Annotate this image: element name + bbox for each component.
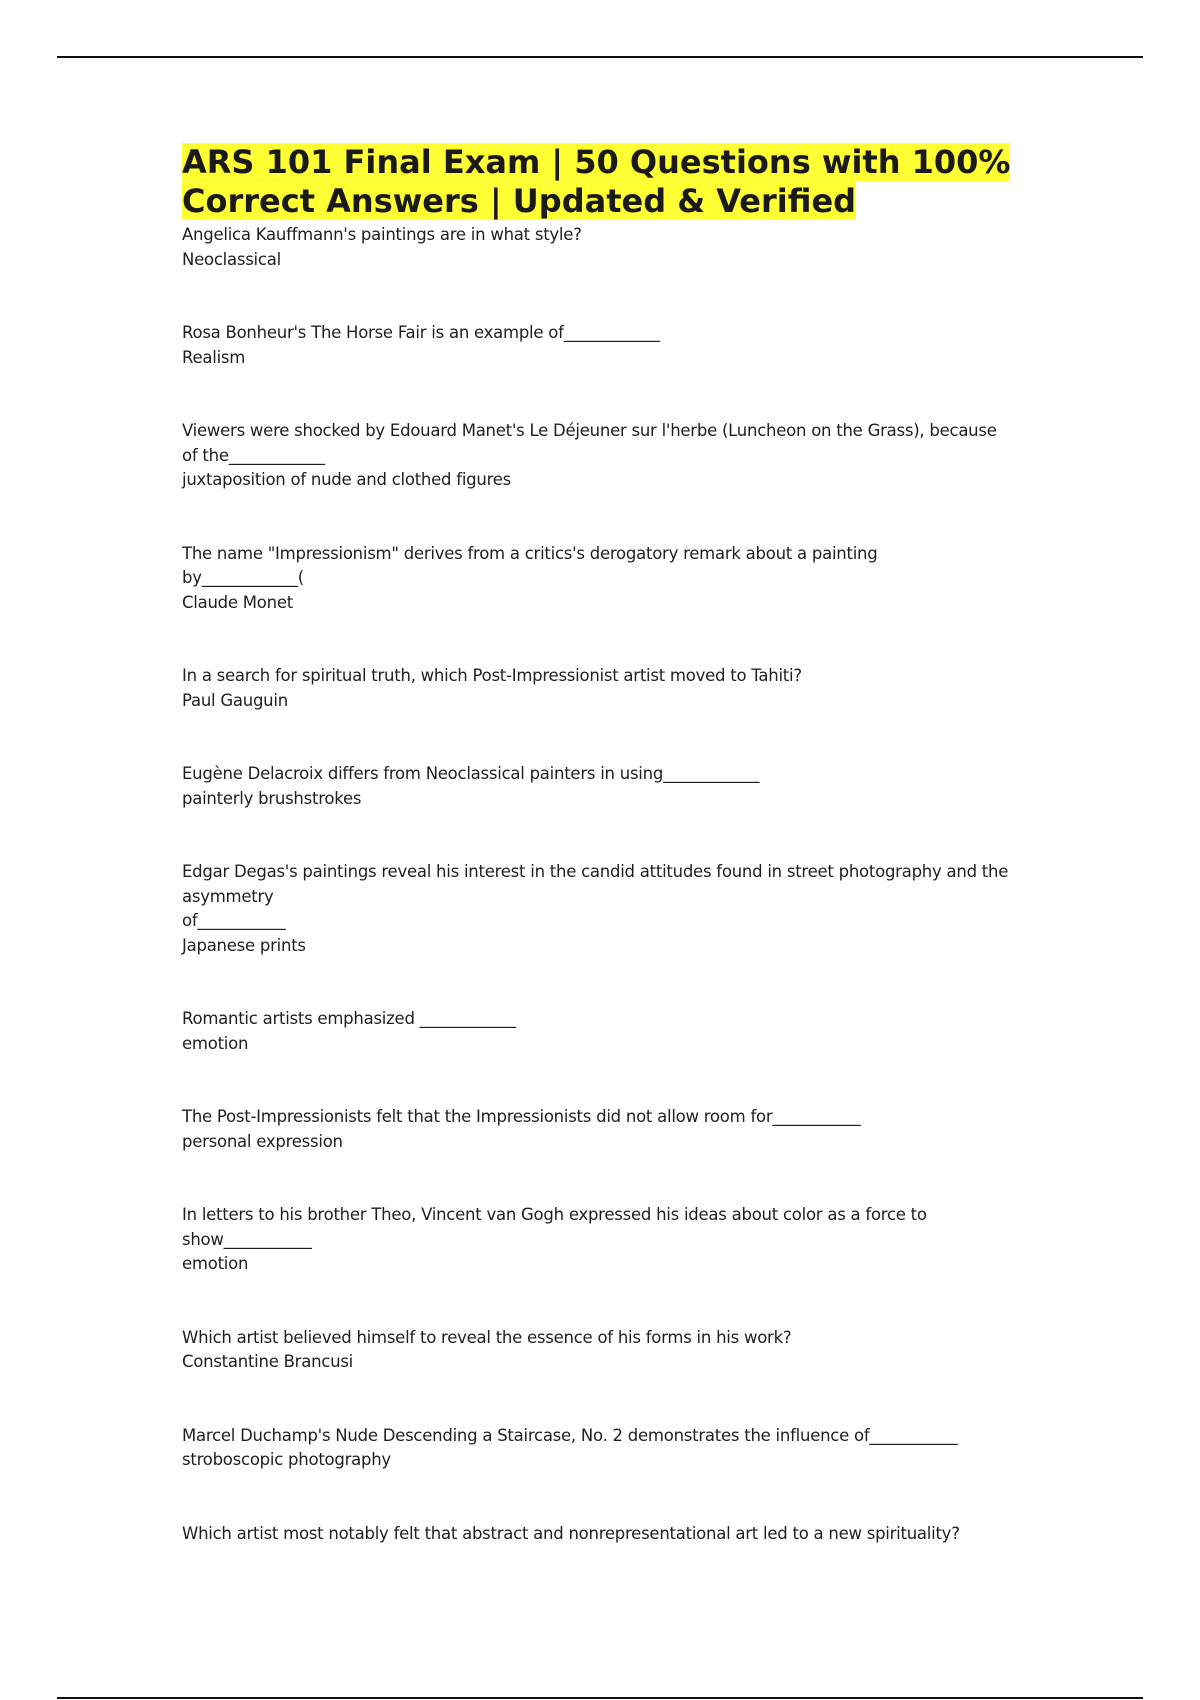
question-text: Marcel Duchamp's Nude Descending a Staircase, No. 2 demonstrates the influence of___________ (182, 1425, 958, 1445)
footer-rule (57, 1697, 1143, 1699)
qa-item (182, 664, 1032, 713)
question-text: The name "Impressionism" derives from a critics's derogatory remark about a painting (182, 543, 878, 563)
question-text: Angelica Kauffmann's paintings are in what style? (182, 225, 582, 244)
title-line-1: ARS 101 Final Exam | 50 Questions with 100% (182, 143, 1011, 181)
answer-text: Realism (182, 347, 246, 367)
question-text: Eugène Delacroix differs from Neoclassical painters in using____________ (182, 764, 760, 783)
question-text: Which artist believed himself to reveal the essence of his forms in his work? (182, 1327, 792, 1347)
qa-item (182, 542, 1032, 616)
answer-text: Constantine Brancusi (182, 1352, 353, 1371)
answer-text: Neoclassical (182, 249, 281, 269)
document-title (182, 143, 1032, 221)
question-text: Romantic artists emphasized ____________ (182, 1009, 516, 1028)
answer-text: juxtaposition of nude and clothed figures (182, 470, 511, 489)
question-text: of the____________ (182, 445, 325, 465)
header-rule (57, 56, 1143, 58)
qa-item (182, 1007, 1032, 1056)
qa-item (182, 1105, 1032, 1154)
qa-item (182, 1424, 1032, 1473)
answer-text: Japanese prints (182, 935, 306, 955)
answer-text: stroboscopic photography (182, 1450, 391, 1469)
answer-text: emotion (182, 1254, 249, 1273)
qa-item (182, 1326, 1032, 1375)
question-text: Edgar Degas's paintings reveal his interest in the candid attitudes found in street photography and the (182, 862, 1009, 881)
question-text: In letters to his brother Theo, Vincent van Gogh expressed his ideas about color as a force to (182, 1205, 927, 1224)
qa-item (182, 860, 1032, 958)
question-text: The Post-Impressionists felt that the Impressionists did not allow room for___________ (182, 1107, 861, 1126)
question-text: show___________ (182, 1229, 312, 1249)
qa-item (182, 223, 1032, 272)
question-text: by____________( (182, 568, 304, 587)
document-body (182, 143, 1032, 1595)
answer-text: Paul Gauguin (182, 690, 288, 710)
question-text: In a search for spiritual truth, which Post-Impressionist artist moved to Tahiti? (182, 666, 802, 685)
qa-item (182, 1522, 1032, 1547)
qa-item (182, 1203, 1032, 1277)
question-text: Which artist most notably felt that abstract and nonrepresentational art led to a new spirituality? (182, 1523, 960, 1543)
qa-item (182, 419, 1032, 493)
answer-text: Claude Monet (182, 592, 293, 612)
title-line-2: Correct Answers | Updated & Verified (182, 182, 857, 220)
answer-text: painterly brushstrokes (182, 788, 362, 808)
qa-item (182, 321, 1032, 370)
qa-item (182, 762, 1032, 811)
question-text: of___________ (182, 911, 286, 930)
question-text: asymmetry (182, 886, 274, 906)
question-text: Rosa Bonheur's The Horse Fair is an example of____________ (182, 323, 660, 342)
answer-text: emotion (182, 1033, 249, 1053)
question-list (182, 223, 1032, 1546)
answer-text: personal expression (182, 1131, 343, 1151)
question-text: Viewers were shocked by Edouard Manet's Le Déjeuner sur l'herbe (Luncheon on the Grass), because (182, 421, 997, 440)
